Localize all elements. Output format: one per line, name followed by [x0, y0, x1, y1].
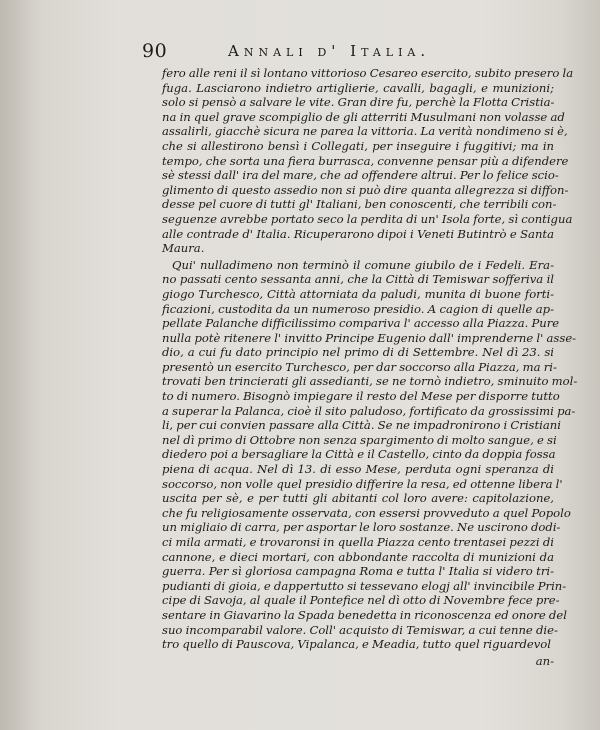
text-line: tempo, che sorta una fiera burrasca, convenne pensar più a difendere: [162, 153, 569, 168]
text-line: tro quello di Pauscova, Vipalanca, e Meadia, tutto quel riguardevol: [162, 637, 551, 652]
text-line: sentare in Giavarino la Spada benedetta in riconoscenza ed onore del: [162, 607, 567, 622]
text-line: guerra. Per sì gloriosa campagna Roma e tutta l' Italia si videro tri-: [162, 564, 554, 579]
text-line: fero alle reni il sì lontano vittorioso Cesareo esercito, subito presero la: [162, 66, 574, 80]
text-line: Maura.: [162, 241, 205, 256]
paragraph-1: [162, 66, 574, 256]
page-header: [142, 40, 542, 64]
text-line: li, per cui convien passare alla Città. Se ne impadronirono i Cristiani: [162, 418, 561, 433]
text-line: nel dì primo di Ottobre non senza spargimento di molto sangue, e si: [162, 432, 557, 447]
text-line: giogo Turchesco, Città attorniata da paludi, munita di buone forti-: [162, 286, 554, 301]
text-line: uscita per sè, e per tutti gli abitanti col loro avere: capitolazione,: [162, 491, 554, 506]
text-line: assalirli, giacchè sicura ne parea la vittoria. La verità nondimeno si è,: [162, 124, 568, 139]
page-number: 90: [142, 40, 168, 62]
body-text: [162, 66, 578, 668]
text-line: to di numero. Bisognò impiegare il resto del Mese per disporre tutto: [162, 389, 560, 404]
text-line: pellate Palanche difficilissimo compariva l' accesso alla Piazza. Pure: [162, 316, 560, 331]
text-line: nulla potè ritenere l' invitto Principe Eugenio dall' imprenderne l' asse-: [162, 330, 577, 345]
text-line: suo incomparabil valore. Coll' acquisto di Temiswar, a cui tenne die-: [162, 622, 558, 637]
running-head: Annali d' Italia.: [228, 42, 431, 60]
text-line: dio, a cui fu dato principio nel primo di di Settembre. Nel dì 23. si: [162, 345, 554, 360]
text-line: no passati cento sessanta anni, che la Città di Temiswar sofferiva il: [162, 272, 554, 287]
text-line: un migliaio di carra, per asportar le loro sostanze. Ne uscirono dodi-: [162, 520, 561, 535]
text-line: Qui' nulladimeno non terminò il comune giubilo de i Fedeli. Era-: [172, 257, 554, 272]
text-line: desse pel cuore di tutti gl' Italiani, ben conoscenti, che terribili con-: [162, 197, 557, 212]
text-line: trovati ben trincierati gli assedianti, se ne tornò indietro, sminuito mol-: [162, 374, 578, 389]
text-line: fuga. Lasciarono indietro artiglierie, cavalli, bagagli, e munizioni;: [162, 80, 554, 95]
text-line: presentò un esercito Turchesco, per dar soccorso alla Piazza, ma ri-: [162, 359, 557, 374]
text-line: che fu religiosamente osservata, con essersi provveduto a quel Popolo: [162, 505, 571, 520]
catchword: an-: [535, 653, 554, 668]
text-line: ci mila armati, e trovaronsi in quella Piazza cento trentasei pezzi di: [162, 535, 554, 549]
text-line: a superar la Palanca, cioè il sito paludoso, fortificato da grossissimi pa-: [162, 403, 576, 418]
text-line: cannone, e dieci mortari, con abbondante raccolta di munizioni da: [162, 549, 554, 564]
text-line: na in quel grave scompiglio de gli atterriti Musulmani non volasse ad: [162, 109, 565, 124]
text-line: alle contrade d' Italia. Ricuperarono dipoi i Veneti Butintrò e Santa: [162, 226, 554, 241]
text-line: pudianti di gioia, e dappertutto si tessevano elogj all' invincibile Prin-: [162, 578, 567, 593]
paragraph-2: [162, 257, 578, 652]
text-line: diedero poi a bersagliare la Città e il Castello, cinto da doppia fossa: [162, 447, 556, 462]
text-line: ficazioni, custodita da un numeroso presidio. A cagion di quelle ap-: [162, 301, 554, 316]
text-line: seguenze avrebbe portato seco la perdita di un' Isola forte, sì contigua: [162, 211, 573, 226]
text-line: cipe di Savoja, al quale il Pontefice nel dì otto di Novembre fece pre-: [162, 593, 560, 608]
text-line: solo si pensò a salvare le vite. Gran dire fu, perchè la Flotta Cristia-: [162, 95, 555, 110]
text-line: piena di acqua. Nel dì 13. di esso Mese, perduta ogni speranza di: [162, 462, 554, 477]
text-line: glimento di questo assedio non si può dire quanta allegrezza si diffon-: [162, 182, 569, 197]
text-line: sè stessi dall' ira del mare, che ad offendere altrui. Per lo felice scio-: [162, 168, 559, 183]
text-line: soccorso, non volle quel presidio differire la resa, ed ottenne libera l': [162, 476, 563, 491]
text-line: che si allestirono bensì i Collegati, per inseguire i fuggitivi; ma in: [162, 138, 554, 153]
